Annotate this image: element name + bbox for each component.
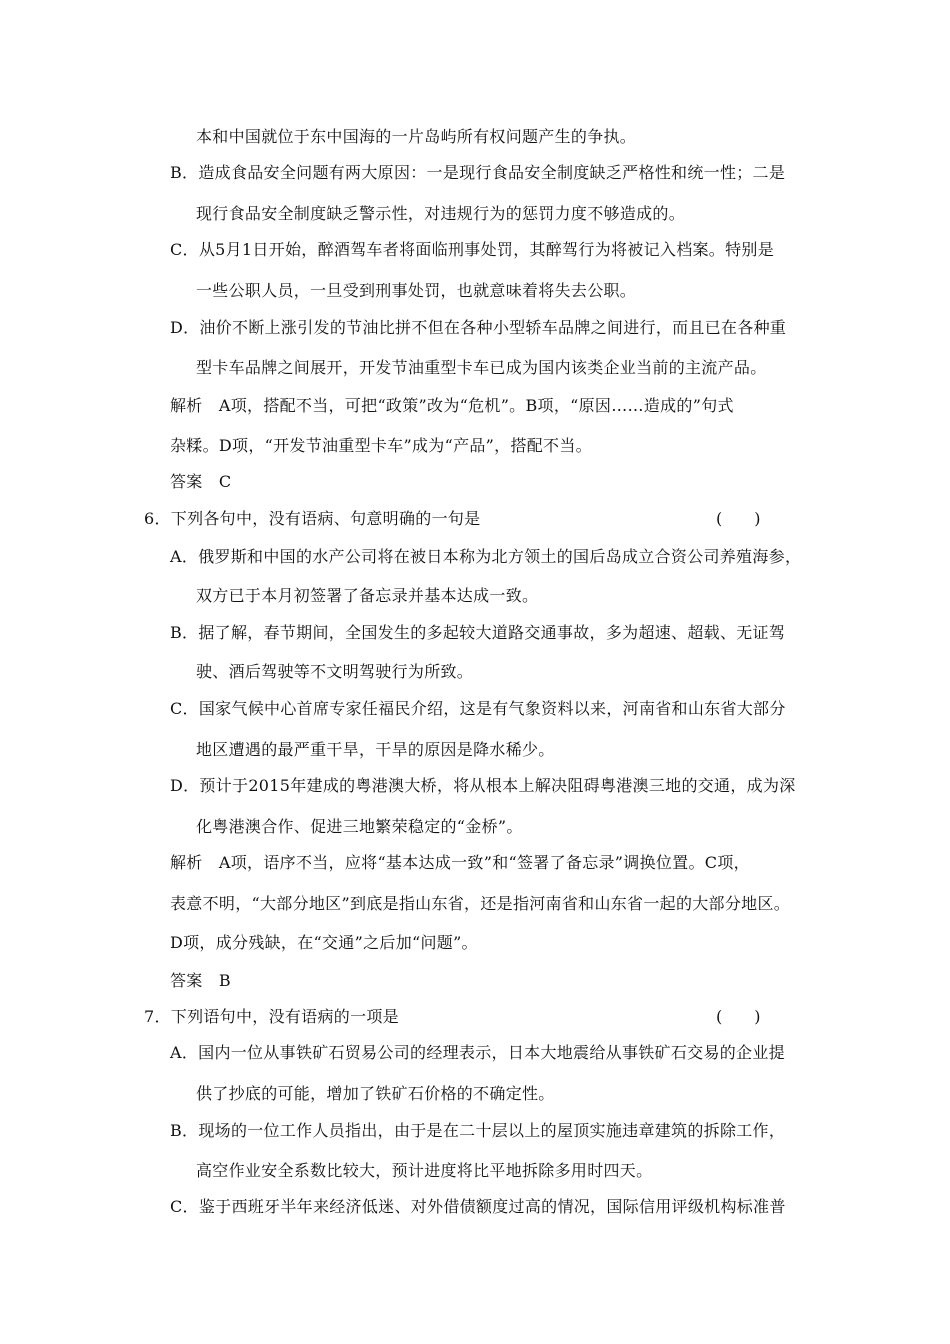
q5-option-d-line1: D．油价不断上涨引发的节油比拼不但在各种小型轿车品牌之间进行，而且已在各种重 bbox=[170, 318, 787, 337]
q6-option-d-line1: D．预计于2015年建成的粤港澳大桥，将从根本上解决阻碍粤港澳三地的交通，成为深 bbox=[170, 776, 796, 795]
q5-analysis-line1: 解析 A项，搭配不当，可把“政策”改为“危机”。B项，“原因……造成的”句式 bbox=[170, 396, 734, 415]
q5-option-d-line2: 型卡车品牌之间展开，开发节油重型卡车已成为国内该类企业当前的主流产品。 bbox=[196, 358, 767, 377]
q6-option-c-line1: C．国家气候中心首席专家任福民介绍，这是有气象资料以来，河南省和山东省大部分 bbox=[170, 699, 786, 718]
q5-option-c-line2: 一些公职人员，一旦受到刑事处罚，也就意味着将失去公职。 bbox=[196, 281, 637, 300]
q6-option-b-line2: 驶、酒后驾驶等不文明驾驶行为所致。 bbox=[196, 662, 474, 681]
q5-answer: 答案 C bbox=[170, 472, 232, 491]
q6-option-c-line2: 地区遭遇的最严重干旱，干旱的原因是降水稀少。 bbox=[196, 740, 555, 759]
q7-option-a-line1: A．国内一位从事铁矿石贸易公司的经理表示，日本大地震给从事铁矿石交易的企业提 bbox=[170, 1043, 785, 1062]
q6-option-a-line1: A．俄罗斯和中国的水产公司将在被日本称为北方领土的国后岛成立合资公司养殖海参， bbox=[170, 547, 802, 566]
q6-analysis-line3: D项，成分残缺，在“交通”之后加“问题”。 bbox=[170, 933, 478, 952]
q5-analysis-line2: 杂糅。D项，“开发节油重型卡车”成为“产品”，搭配不当。 bbox=[170, 436, 592, 455]
q6-answer-blank: ( ) bbox=[716, 509, 761, 528]
q7-option-b-line2: 高空作业安全系数比较大，预计进度将比平地拆除多用时四天。 bbox=[196, 1161, 653, 1180]
q7-option-c-line1: C．鉴于西班牙半年来经济低迷、对外借债额度过高的情况，国际信用评级机构标准普 bbox=[170, 1197, 786, 1216]
q6-option-a-line2: 双方已于本月初签署了备忘录并基本达成一致。 bbox=[196, 586, 539, 605]
q5-option-b-line1: B．造成食品安全问题有两大原因：一是现行食品安全制度缺乏严格性和统一性；二是 bbox=[170, 163, 786, 182]
q5-option-b-line2: 现行食品安全制度缺乏警示性，对违规行为的惩罚力度不够造成的。 bbox=[196, 204, 686, 223]
q7-stem: 7．下列语句中，没有语病的一项是 bbox=[144, 1007, 399, 1026]
q6-answer: 答案 B bbox=[170, 971, 231, 990]
q6-option-b-line1: B．据了解，春节期间，全国发生的多起较大道路交通事故，多为超速、超载、无证驾 bbox=[170, 623, 786, 642]
q5-option-a-continuation: 本和中国就位于东中国海的一片岛屿所有权问题产生的争执。 bbox=[196, 127, 637, 146]
q6-analysis-line1: 解析 A项，语序不当，应将“基本达成一致”和“签署了备忘录”调换位置。C项， bbox=[170, 853, 750, 872]
q5-option-c-line1: C．从5月1日开始，醉酒驾车者将面临刑事处罚，其醉驾行为将被记入档案。特别是 bbox=[170, 240, 775, 259]
q7-answer-blank: ( ) bbox=[716, 1007, 761, 1026]
q6-stem: 6．下列各句中，没有语病、句意明确的一句是 bbox=[144, 509, 481, 528]
q7-option-a-line2: 供了抄底的可能，增加了铁矿石价格的不确定性。 bbox=[196, 1084, 555, 1103]
q6-analysis-line2: 表意不明，“大部分地区”到底是指山东省，还是指河南省和山东省一起的大部分地区。 bbox=[170, 894, 791, 913]
q7-option-b-line1: B．现场的一位工作人员指出，由于是在二十层以上的屋顶实施违章建筑的拆除工作， bbox=[170, 1121, 786, 1140]
q6-option-d-line2: 化粤港澳合作、促进三地繁荣稳定的“金桥”。 bbox=[196, 817, 523, 836]
